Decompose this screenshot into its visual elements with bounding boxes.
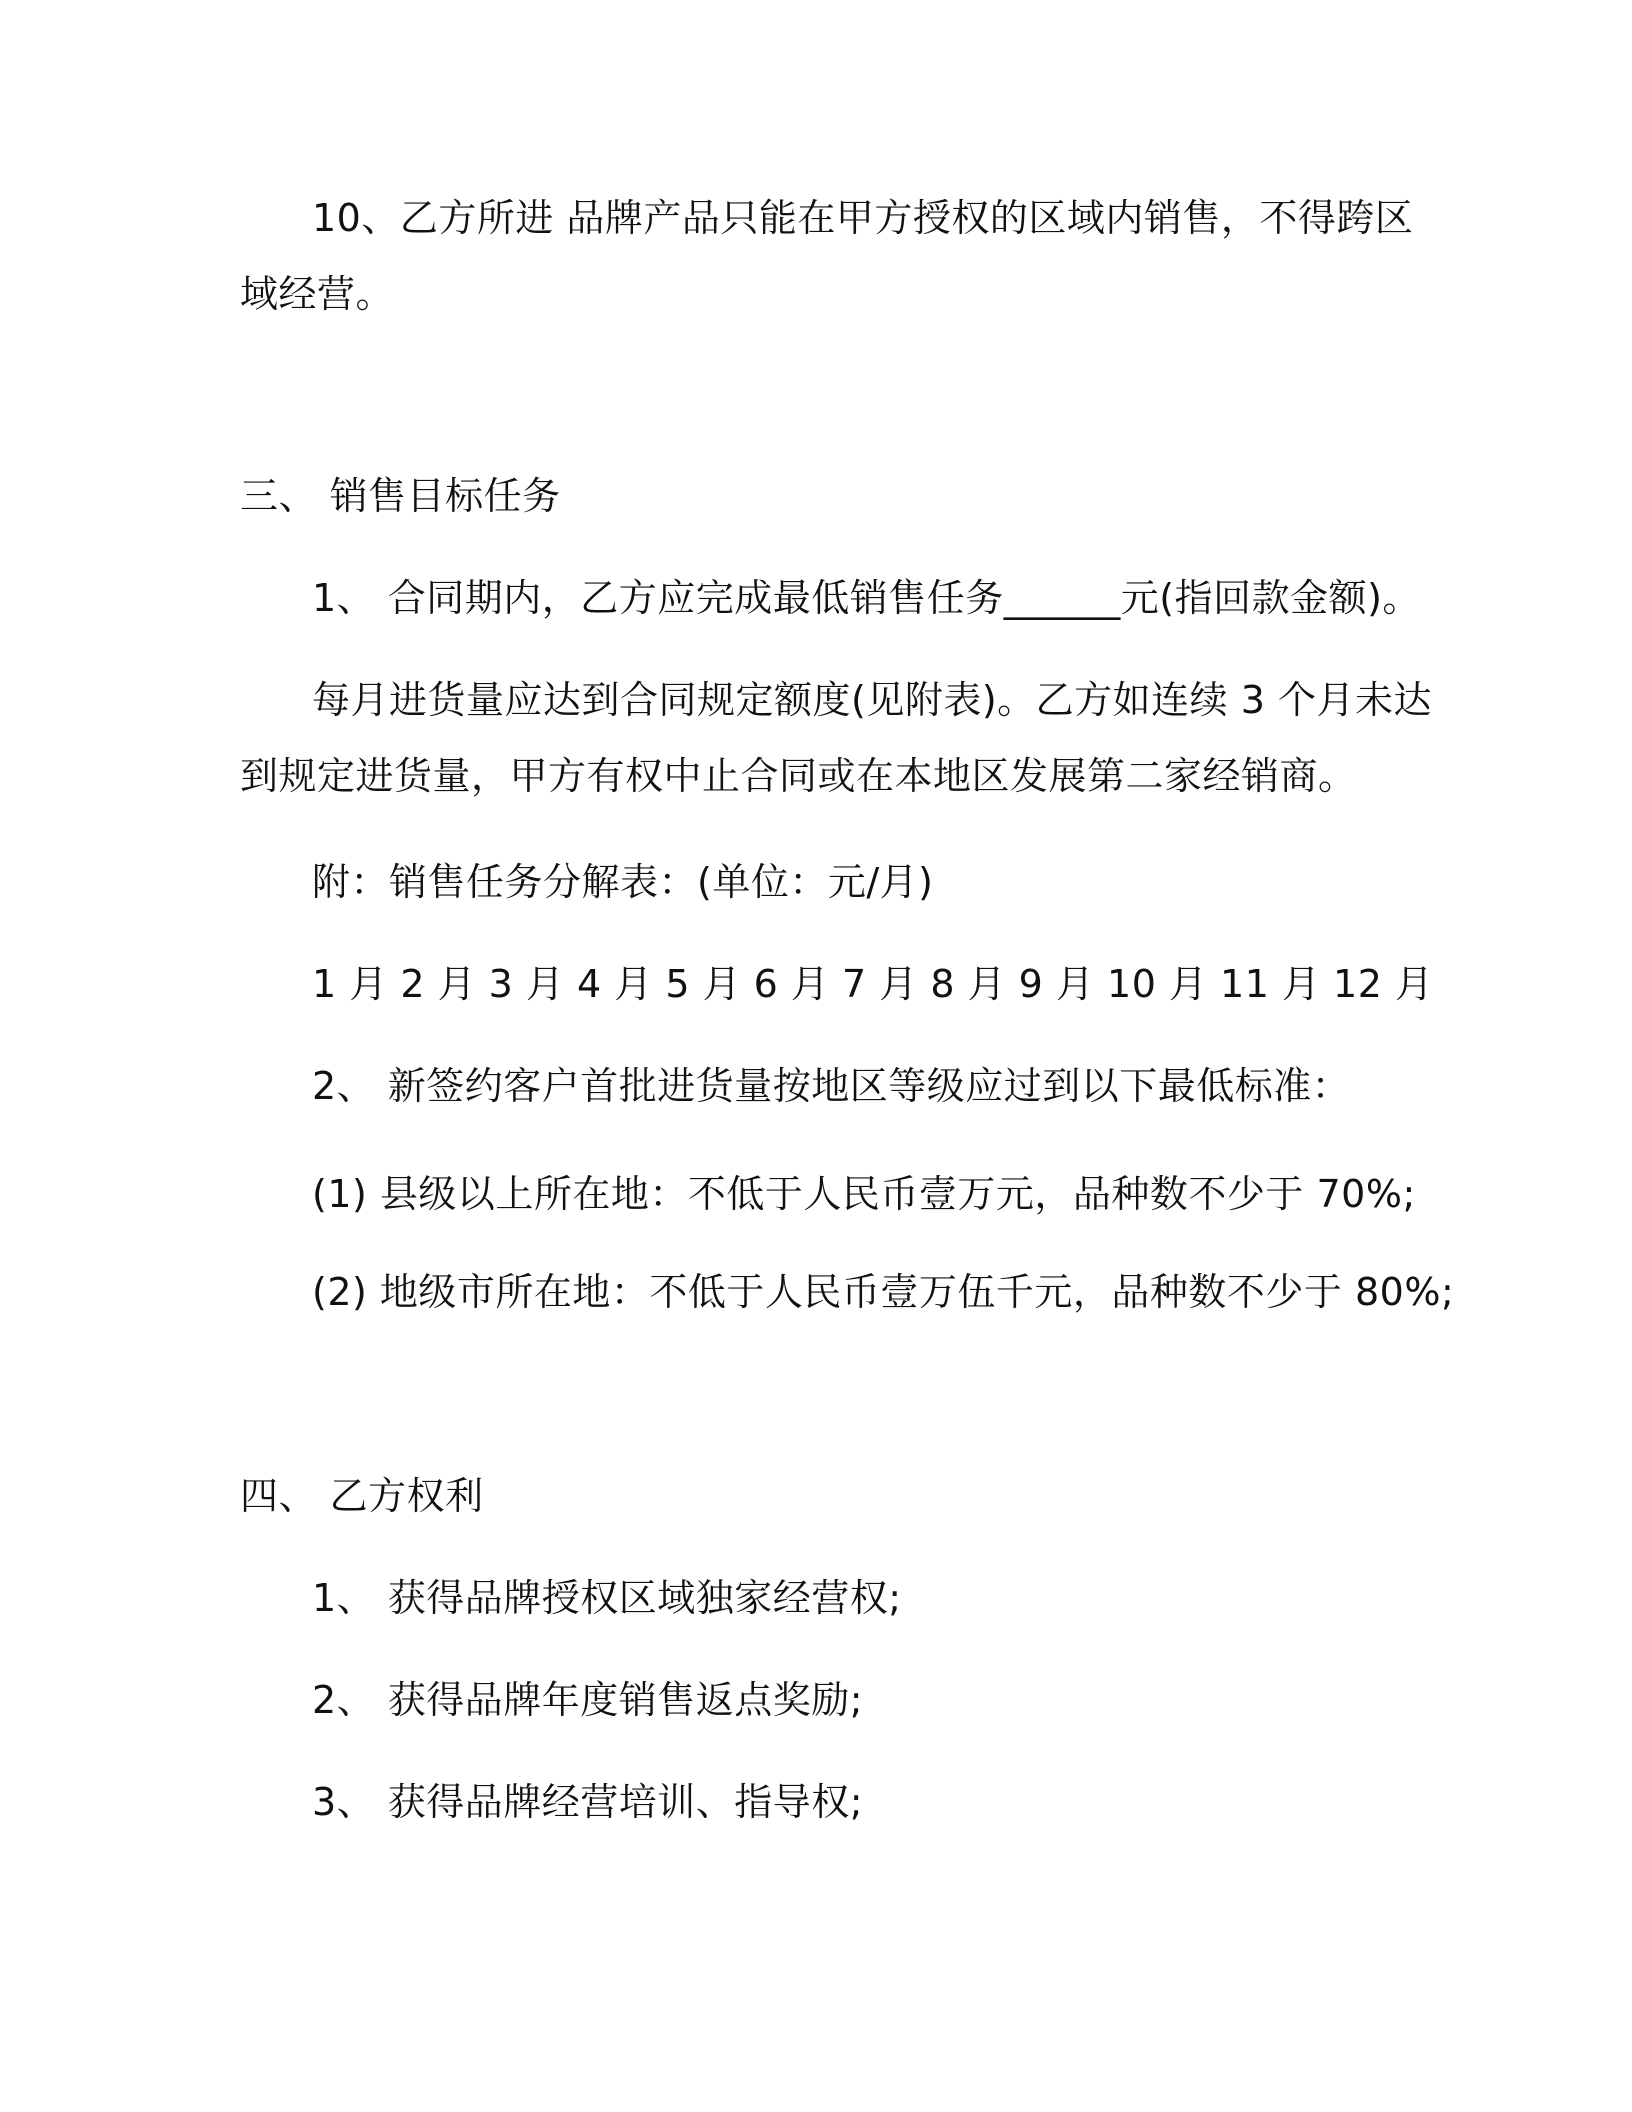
section-3-heading: 三、 销售目标任务	[240, 474, 561, 518]
right-item-3: 3、 获得品牌经营培训、指导权;	[312, 1780, 864, 1824]
right-item-2: 2、 获得品牌年度销售返点奖励;	[312, 1678, 864, 1722]
sales-target-item-1: 1、 合同期内，乙方应完成最低销售任务______元(指回款金额)。	[312, 576, 1421, 620]
monthly-volume-line-1: 每月进货量应达到合同规定额度(见附表)。乙方如连续 3 个月未达	[312, 678, 1432, 722]
right-item-1: 1、 获得品牌授权区域独家经营权;	[312, 1576, 902, 1620]
clause-10-line-2: 域经营。	[240, 272, 395, 316]
section-4-heading: 四、 乙方权利	[240, 1474, 484, 1518]
clause-10-line-1: 10、乙方所进 品牌产品只能在甲方授权的区域内销售，不得跨区	[312, 196, 1414, 240]
standard-prefecture: (2) 地级市所在地：不低于人民币壹万伍千元，品种数不少于 80%;	[312, 1270, 1455, 1314]
monthly-volume-line-2: 到规定进货量，甲方有权中止合同或在本地区发展第二家经销商。	[240, 754, 1357, 798]
appendix-line: 附：销售任务分解表：(单位：元/月)	[312, 860, 934, 904]
months-row: 1 月 2 月 3 月 4 月 5 月 6 月 7 月 8 月 9 月 10 月 11 月 12 月	[312, 962, 1434, 1006]
sales-target-item-2: 2、 新签约客户首批进货量按地区等级应过到以下最低标准：	[312, 1064, 1351, 1108]
standard-county: (1) 县级以上所在地：不低于人民币壹万元，品种数不少于 70%;	[312, 1172, 1416, 1216]
